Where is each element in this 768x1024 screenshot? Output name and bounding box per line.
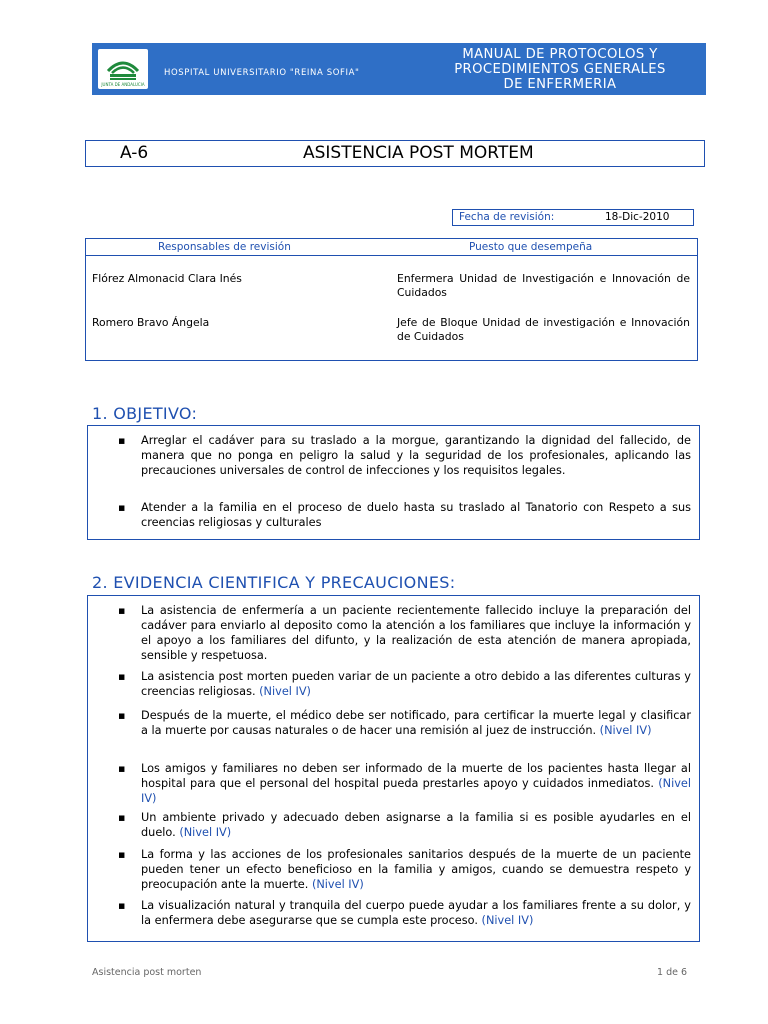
list-item: ▪ Arreglar el cadáver para su traslado a la morgue, garantizando la dignidad del fallecido, de manera que no ponga en peligro la salud y la seguridad de los profesionales, aplicando las precauciones universales de control de infecciones y los requisitos legales. bbox=[88, 433, 699, 478]
protocol-code: A-6 bbox=[120, 143, 149, 163]
manual-title-line3: DE ENFERMERIA bbox=[503, 77, 617, 92]
header-banner bbox=[92, 43, 706, 95]
manual-title bbox=[422, 47, 698, 93]
reviewer-position: Enfermera Unidad de Investigación e Innovación de Cuidados bbox=[397, 272, 690, 299]
revision-label: Fecha de revisión: bbox=[459, 211, 555, 223]
responsables-table bbox=[85, 238, 698, 361]
manual-title-line1: MANUAL DE PROTOCOLOS Y bbox=[462, 47, 658, 62]
footer-title: Asistencia post morten bbox=[92, 967, 202, 978]
list-item bbox=[88, 810, 699, 840]
list-item-text: La forma y las acciones de los profesionales sanitarios después de la muerte de un paciente pueden tener un efecto beneficioso en la familia y amigos, cuando se demuestra respeto y preocupación ante la muerte. bbox=[141, 848, 691, 891]
table-divider bbox=[86, 255, 697, 256]
list-item bbox=[88, 669, 699, 699]
responsables-header: Responsables de revisión bbox=[158, 241, 291, 253]
manual-title-line2: PROCEDIMIENTOS GENERALES bbox=[454, 62, 666, 77]
list-item-text: La asistencia de enfermería a un paciente recientemente fallecido incluye la preparación del cadáver para enviarlo al deposito como la atención a los familiares que incluye la información y el apoyo a los familiares del difunto, y la realización de esta atención de manera apropiada, sensible y respetuosa. bbox=[141, 604, 691, 662]
evidence-level: (Nivel IV) bbox=[141, 777, 692, 805]
page-number: 1 de 6 bbox=[657, 967, 688, 978]
reviewer-name: Romero Bravo Ángela bbox=[92, 316, 210, 329]
section-objetivo-title: 1. OBJETIVO: bbox=[92, 404, 198, 423]
list-item bbox=[88, 847, 699, 892]
list-item bbox=[88, 761, 699, 806]
section-objetivo-box bbox=[87, 425, 700, 540]
evidence-level: (Nivel IV) bbox=[481, 914, 534, 927]
section-evidencia-box bbox=[87, 595, 700, 942]
reviewer-position: Jefe de Bloque Unidad de investigación e Innovación de Cuidados bbox=[397, 316, 690, 343]
list-item-text: Un ambiente privado y adecuado deben asignarse a la familia si es posible ayudarles en el duelo. bbox=[141, 811, 691, 839]
list-item-text: La visualización natural y tranquila del cuerpo puede ayudar a los familiares frente a su dolor, y la enfermera debe asegurarse que se cumpla este proceso. bbox=[141, 899, 691, 927]
list-item bbox=[88, 603, 699, 663]
hospital-name: HOSPITAL UNIVERSITARIO "REINA SOFIA" bbox=[164, 68, 360, 78]
document-title-box bbox=[85, 140, 705, 167]
list-item-text: Los amigos y familiares no deben ser informado de la muerte de los pacientes hasta llegar al hospital para que el personal del hospital pueda prestarles apoyo y cuidados inmediatos. bbox=[141, 762, 691, 790]
list-item: ▪ Atender a la familia en el proceso de duelo hasta su traslado al Tanatorio con Respeto a sus creencias religiosas y culturales bbox=[88, 500, 699, 530]
revision-date: 18-Dic-2010 bbox=[605, 211, 670, 223]
reviewer-name: Flórez Almonacid Clara Inés bbox=[92, 272, 242, 285]
evidence-level: (Nivel IV) bbox=[259, 685, 311, 698]
puesto-header: Puesto que desempeña bbox=[469, 241, 593, 253]
evidence-level: (Nivel IV) bbox=[311, 878, 364, 891]
section-evidencia-title: 2. EVIDENCIA CIENTIFICA Y PRECAUCIONES: bbox=[92, 573, 456, 592]
list-item bbox=[88, 708, 699, 738]
list-item-text: Después de la muerte, el médico debe ser notificado, para certificar la muerte legal y clasificar a la muerte por causas naturales o de hacer una remisión al juez de instrucción. bbox=[141, 709, 691, 737]
evidence-level: (Nivel IV) bbox=[599, 724, 652, 737]
list-item bbox=[88, 898, 699, 928]
revision-date-box bbox=[452, 209, 694, 226]
protocol-title: ASISTENCIA POST MORTEM bbox=[303, 143, 534, 163]
list-item-text: La asistencia post morten pueden variar de un paciente a otro debido a las diferentes culturas y creencias religiosas. bbox=[141, 670, 691, 698]
junta-andalucia-logo bbox=[98, 49, 148, 89]
evidence-level: (Nivel IV) bbox=[179, 826, 232, 839]
logo-text: JUNTA DE ANDALUCIA bbox=[101, 82, 145, 87]
